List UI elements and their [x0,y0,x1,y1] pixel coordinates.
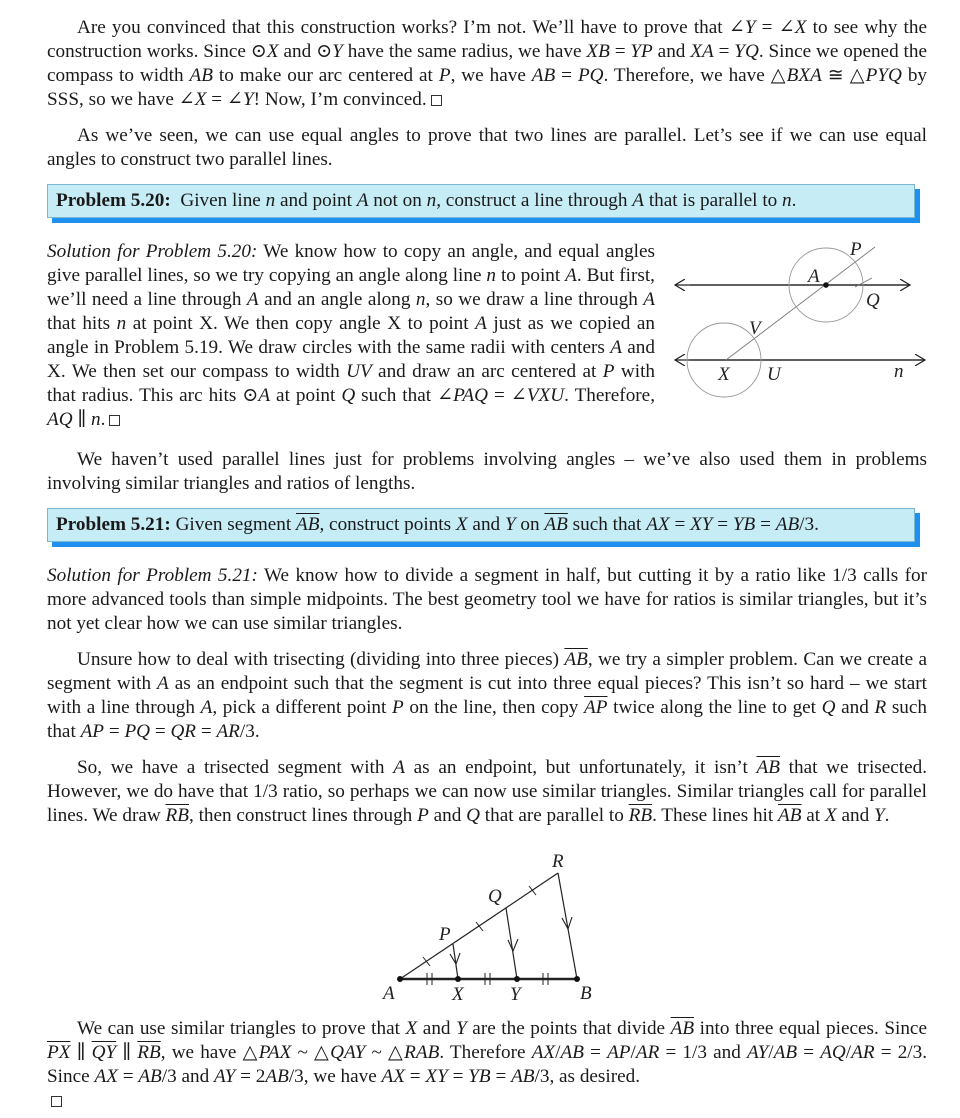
point-Y [514,976,520,982]
label-A: A [383,983,395,1004]
tick-AP [423,957,430,966]
paragraph-proof-construction: Are you convinced that this construction works? I’m not. We’ll have to prove that ∠Y = ∠X to see why the construction works. Since ⊙X and ⊙Y have the same radius, we have XB = YP and XA = YQ. Since we opened the compass to width AB to make our arc centered at P, we have AB = PQ. Therefore, we have △BXA ≅ △PYQ by SSS, so we have ∠X = ∠Y! Now, I’m convinced. [47,17,928,110]
label-P: P [850,239,862,260]
parallel-arrow-QY [508,939,518,951]
paragraph-similar-triangles-intro: We haven’t used parallel lines just for problems involving angles – we’ve also used them in problems involving similar triangles and ratios of lengths. [47,449,927,494]
qed-square-icon [51,1096,62,1107]
label-X: X [452,984,464,1005]
point-X [455,976,461,982]
paragraph-trisected-segment: So, we have a trisected segment with A as an endpoint, but unfortunately, it isn’t $\overline{AB}$ that we trisected. However, we do have that 1/3 ratio, so perhaps we can now use similar triangles. Similar triangles call for parallel lines. We draw $\overline{RB}$, then construct lines through P and Q that are parallel to $\overline{RB}$. These lines hit $\overline{AB}$ at X and Y. [47,757,928,826]
label-n: n [894,361,904,382]
problem-box-5-20 [47,184,915,218]
point-B [574,976,580,982]
problem-label: Problem 5.21: [56,514,171,535]
point-A [823,282,829,288]
label-Y: Y [510,984,521,1005]
solution-5-20: Solution for Problem 5.20: We know how to copy an angle, and equal angles give parallel lines, so we try copying an angle along line n to point A. But first, we’ll need a line through A and an angle along n, so we draw a line through A that hits n at point X. We then copy angle X to point A just as we copied an angle in Problem 5.19. We draw circles with the same radii with centers A and X. We then set our compass to width UV and draw an arc centered at P with that radius. This arc hits ⊙A at point Q such that ∠PAQ = ∠VXU. Therefore, AQ ∥ n. [47,241,655,430]
label-R: R [552,851,564,872]
tick-QR [529,886,536,895]
qed-square-icon [109,415,120,426]
problem-text: Given segment $\overline{AB}$, construct points X and Y on $\overline{AB}$ such that AX = XY = YB = AB/3. [175,514,819,535]
problem-label: Problem 5.20: [56,190,171,211]
figure-trisection [370,850,610,1010]
label-P: P [439,924,451,945]
point-A [397,976,403,982]
paragraph-conclusion: We can use similar triangles to prove that X and Y are the points that divide $\overline{AB}$ into three equal pieces. Since $\overline{PX}$ ∥ $\overline{QY}$ ∥ $\overline{RB}$, we have △PAX ~ △QAY ~ △RAB. Therefore AX/AB = AP/AR = 1/3 and AY/AB = AQ/AR = 2/3. Since AX = AB/3 and AY = 2AB/3, we have AX = XY = YB = AB/3, as desired. [47,1018,928,1087]
label-B: B [580,983,592,1004]
transversal-XA [726,247,875,360]
problem-text: Given line n and point A not on n, construct a line through A that is parallel to n. [180,190,797,211]
segment-RB [558,873,577,979]
solution-label: Solution for Problem 5.21: [47,565,258,586]
figure-parallel-construction [660,230,940,430]
label-X: X [718,364,730,385]
solution-label: Solution for Problem 5.20: [47,241,258,262]
qed-square-icon [431,95,442,106]
paragraph-simpler-problem: Unsure how to deal with trisecting (dividing into three pieces) $\overline{AB}$, we try a simpler problem. Can we create a segment with A as an endpoint such that the segment is cut into three equal pieces? This isn’t so hard – we start with a line through A, pick a different point P on the line, then copy $\overline{AP}$ twice along the line to get Q and R such that AP = PQ = QR = AR/3. [47,649,928,742]
problem-box-5-21 [47,508,915,542]
label-U: U [767,364,781,385]
segment-QY [506,908,517,979]
label-Q: Q [488,886,502,907]
label-A: A [808,266,820,287]
arc-mark-Q [855,278,872,287]
label-V: V [749,318,761,339]
label-Q: Q [866,290,880,311]
paragraph-intro-parallel: As we’ve seen, we can use equal angles to prove that two lines are parallel. Let’s see if we can use equal angles to construct two parallel lines. [47,125,927,170]
solution-5-21: Solution for Problem 5.21: We know how to divide a segment in half, but cutting it by a ratio like 1/3 calls for more advanced tools than simple midpoints. The best geometry tool we have for ratios is similar triangles, but it’s not yet clear how we can use similar triangles. [47,565,928,634]
